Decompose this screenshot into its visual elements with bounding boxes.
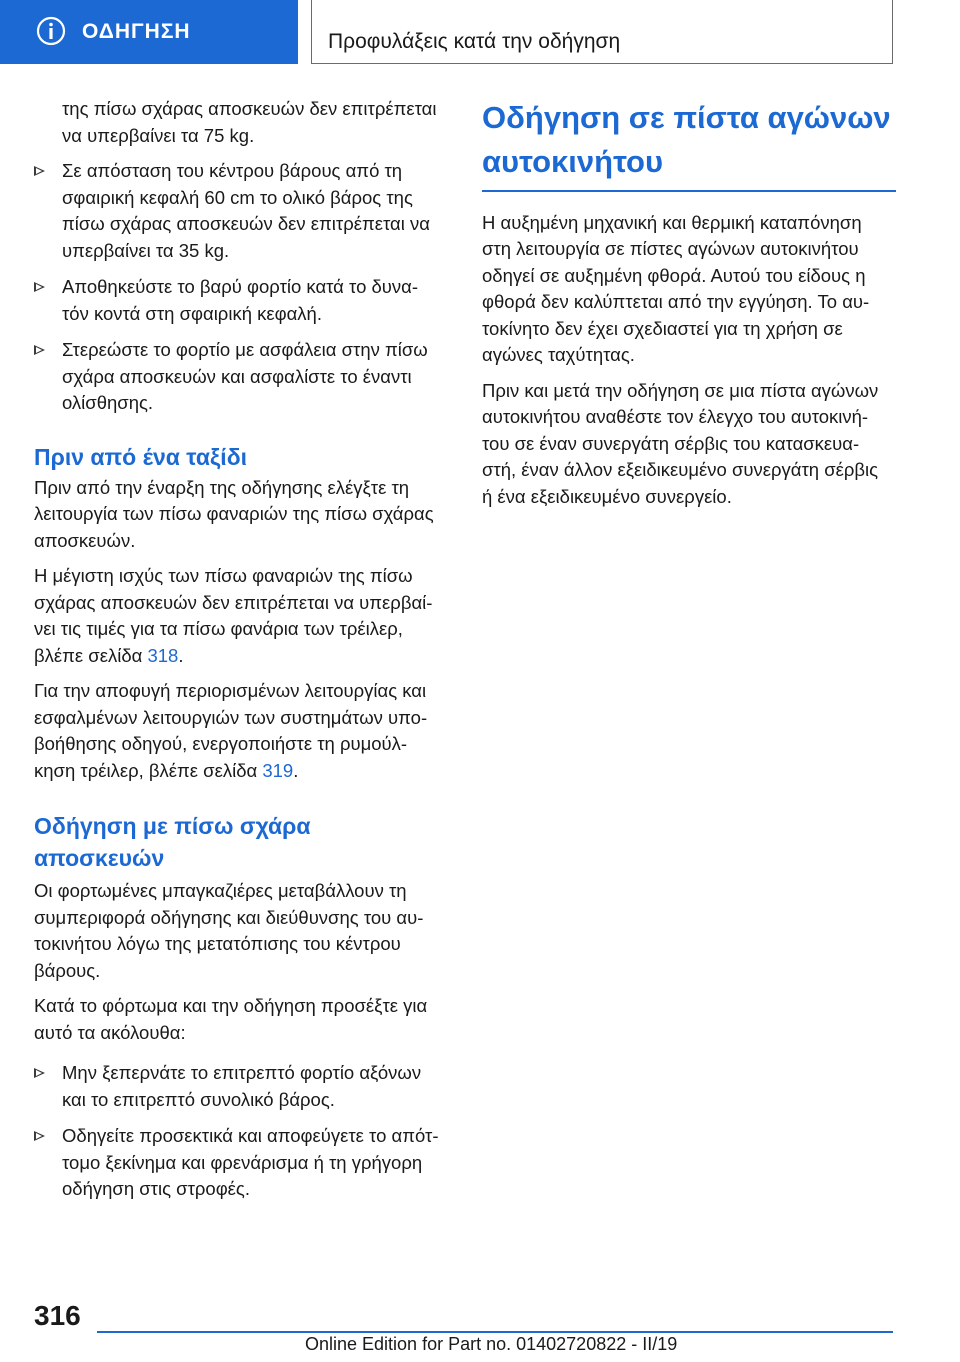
intro-continued: της πίσω σχάρας αποσκευών δεν επιτρέπεται να υπερβαίνει τα 75 kg. [62,98,437,146]
triangle-bullet-icon [34,1131,45,1141]
title-divider [482,190,896,192]
section-tab [0,0,298,64]
paragraph: Η μέγιστη ισχύς των πίσω φαναριών της πίσω σχάρας αποσκευών δεν επιτρέπεται να υπερβαί- νει τις τιμές για τα πίσω φανάρια των τρέιλερ, βλέπε σελίδα 318. [34,565,433,666]
list-item: Σε απόσταση του κέντρου βάρους από τη σφαιρική κεφαλή 60 cm το ολικό βάρος της πίσω σχάρας αποσκευών δεν επιτρέπεται να υπερβαίνει τα 35 kg. [34,158,450,264]
chapter-box [311,0,893,64]
page-title: Οδήγηση σε πίστα αγώνων αυτοκινήτου [482,100,891,179]
section-heading: Οδήγηση με πίσω σχάρα αποσκευών [34,813,311,871]
paragraph: Οι φορτωμένες μπαγκαζιέρες μεταβάλλουν τη συμπεριφορά οδήγησης και διεύθυνσης του αυ- τοκινήτου λόγω της μετατόπισης του κέντρου βάρους. [34,880,424,981]
paragraph: Κατά το φόρτωμα και την οδήγηση προσέξτε για αυτό τα ακόλουθα: [34,995,428,1043]
section-title: ΟΔΗΓΗΣΗ [82,20,191,43]
chapter-title: Προφυλάξεις κατά την οδήγηση [328,30,621,53]
triangle-bullet-icon [34,282,45,292]
page-number: 316 [34,1300,81,1331]
triangle-bullet-icon [34,345,45,355]
section-heading: Πριν από ένα ταξίδι [34,443,248,470]
list-item: Μην ξεπερνάτε το επιτρεπτό φορτίο αξόνων και το επιτρεπτό συνολικό βάρος. [34,1060,450,1113]
footer-divider [97,1331,893,1333]
list-item: Στερεώστε το φορτίο με ασφάλεια στην πίσω σχάρα αποσκευών και ασφαλίστε το έναντι ολίσθησης. [34,337,450,417]
paragraph: Για την αποφυγή περιορισμένων λειτουργίας και εσφαλμένων λειτουργιών των συστημάτων υπο- βοήθησης οδηγού, ενεργοποιήστε τη ρυμούλ- κηση τρέιλερ, βλέπε σελίδα 319. [34,680,428,781]
paragraph: Η αυξημένη μηχανική και θερμική καταπόνηση στη λειτουργία σε πίστες αγώνων αυτοκινήτου οδηγεί σε αυξημένη φθορά. Αυτού του είδους η φθορά δεν καλύπτεται από την εγγύηση. Το αυ- τοκίνητο δεν έχει σχεδιαστεί για τη χρήση σε αγώνες ταχύτητας. [482,211,870,365]
triangle-bullet-icon [34,166,45,176]
left-column [34,96,450,1213]
info-icon [36,16,66,46]
right-column [482,96,896,519]
paragraph: Πριν από την έναρξη της οδήγησης ελέγξτε τη λειτουργία των πίσω φαναριών της πίσω σχάρας αποσκευών. [34,476,434,551]
list-item: Αποθηκεύστε το βαρύ φορτίο κατά το δυνα- τόν κοντά στη σφαιρική κεφαλή. [34,274,450,327]
footer-edition: Online Edition for Part no. 01402720822 - II/19 [305,1334,678,1354]
page-link-318[interactable]: 318 [147,644,179,666]
page-link-319[interactable]: 319 [262,759,294,781]
list-item: Οδηγείτε προσεκτικά και αποφεύγετε το απότ- τομο ξεκίνημα και φρενάρισμα ή τη γρήγορη οδήγηση στις στροφές. [34,1123,450,1203]
triangle-bullet-icon [34,1068,45,1078]
paragraph: Πριν και μετά την οδήγηση σε μια πίστα αγώνων αυτοκινήτου αναθέστε τον έλεγχο του αυτοκινή- του σε έναν συνεργάτη σέρβις του κατασκευα- στή, έναν άλλον εξειδικευμένο συνεργάτη σέρβις ή ένα εξειδικευμένο συνεργείο. [482,379,879,507]
